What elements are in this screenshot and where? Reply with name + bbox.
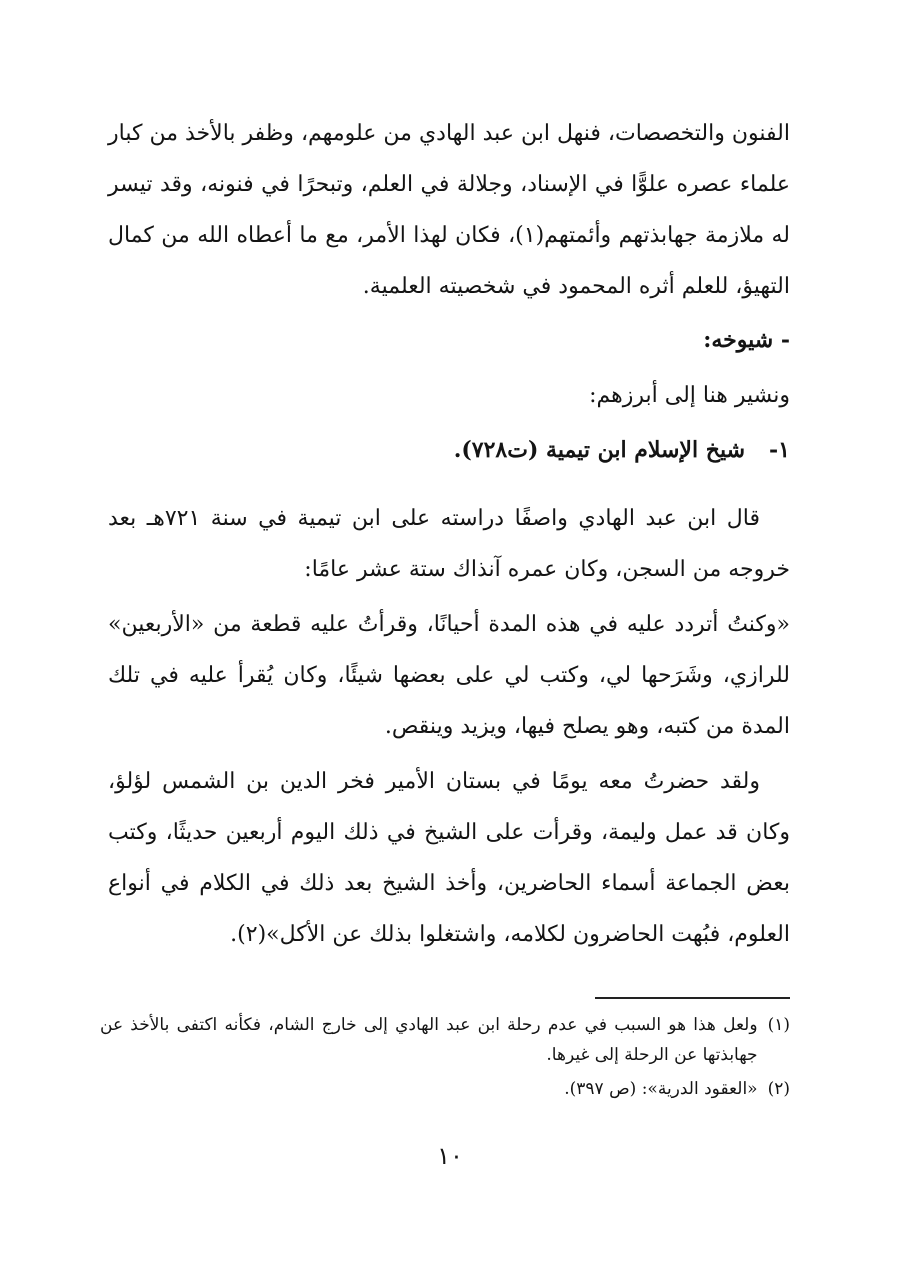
list-item (108, 425, 790, 476)
quote-intro-paragraph (108, 493, 790, 595)
quote-intro-text: قال ابن عبد الهادي واصفًا دراسته على ابن تيمية في سنة ٧٢١هـ بعد خروجه من السجن، وكان عمره آنذاك ستة عشر عامًا: (108, 506, 790, 582)
footnotes (100, 1010, 790, 1108)
sub-intro-text: ونشير هنا إلى أبرزهم: (589, 383, 790, 408)
footnote-text: ولعل هذا هو السبب في عدم رحلة ابن عبد الهادي إلى خارج الشام، فكأنه اكتفى بالأخذ عن جهابذتها عن الرحلة إلى غيرها. (100, 1015, 758, 1065)
section-heading-text: - شيوخه: (703, 327, 790, 353)
intro-paragraph (108, 108, 790, 312)
section-heading (108, 315, 790, 366)
page-number: ١٠ (437, 1142, 463, 1170)
footnote-number: (١) (767, 1015, 790, 1035)
intro-paragraph-text: الفنون والتخصصات، فنهل ابن عبد الهادي من علومهم، وظفر بالأخذ من كبار علماء عصره علوًّا في الإسناد، وجلالة في العلم، وتبحرًا في فنونه، وقد تيسر له ملازمة جهابذتهم وأئمتهم(١)، فكان لهذا الأمر، مع ما أعطاه الله من كمال التهيؤ، للعلم أثره المحمود في شخصيته العلمية. (108, 121, 790, 299)
quote-paragraph (108, 599, 790, 752)
footnote-2 (100, 1074, 790, 1104)
second-quote-text: ولقد حضرتُ معه يومًا في بستان الأمير فخر الدين بن الشمس لؤلؤ، وكان قد عمل وليمة، وقرأت على الشيخ في ذلك اليوم أربعين حديثًا، وكتب بعض الجماعة أسماء الحاضرين، وأخذ الشيخ بعد ذلك في الكلام في أنواع العلوم، فبُهت الحاضرون لكلامه، واشتغلوا بذلك عن الأكل»(٢). (108, 769, 790, 947)
list-item-number: ١- (769, 437, 790, 463)
footnote-text: «العقود الدرية»: (ص ٣٩٧). (564, 1079, 758, 1099)
footnote-divider (595, 997, 790, 999)
footnote-1 (100, 1010, 790, 1070)
second-quote-paragraph (108, 756, 790, 960)
sub-intro-paragraph (108, 370, 790, 421)
quote-text: «وكنتُ أتردد عليه في هذه المدة أحيانًا، وقرأتُ عليه قطعة من «الأربعين» للرازي، وشَرَحها لي، وكتب لي على بعضها شيئًا، وكان يُقرأ عليه في تلك المدة من كتبه، وهو يصلح فيها، ويزيد وينقص. (108, 612, 790, 739)
footnote-number: (٢) (767, 1079, 790, 1099)
list-item-text: شيخ الإسلام ابن تيمية (ت٧٢٨). (453, 437, 746, 463)
